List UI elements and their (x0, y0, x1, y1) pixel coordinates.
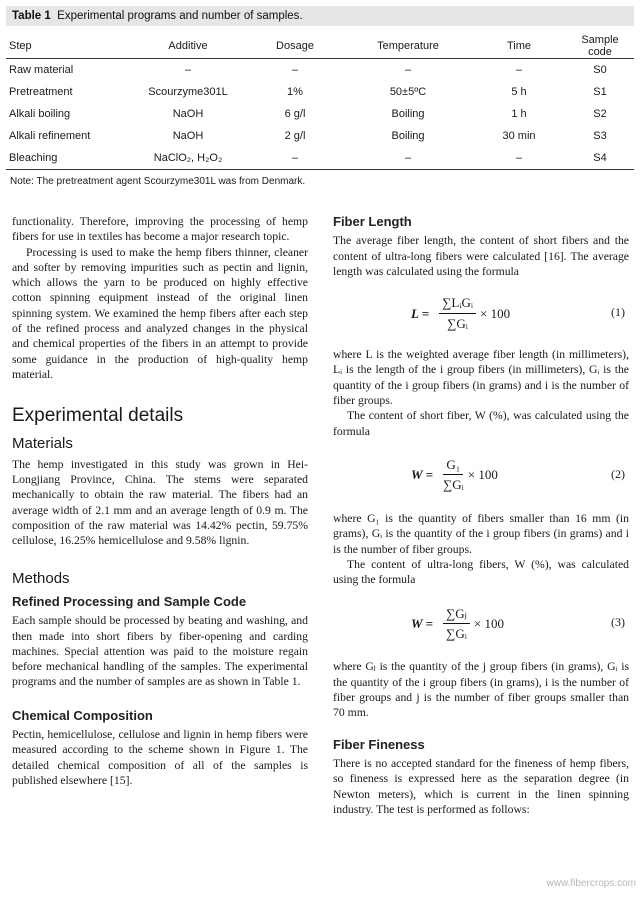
table-cell: S2 (593, 108, 607, 120)
eq1-numerator: ∑LᵢGᵢ (439, 295, 476, 313)
fiber-length-paragraph-4: where G₁ is the quantity of fibers smaller than 16 mm (in grams), Gᵢ is the quantity of the i group fibers (in grams) and i is the number of fiber groups. (333, 511, 629, 556)
materials-paragraph: The hemp investigated in this study was grown in Hei-Longjiang Province, China. The stems were separated mechanically to obtain the raw material. The fibers had an average width of 2.1 mm and an average length of 0.9 m. The composition of the raw material was 14.42% pectin, 59.75% cellulose, 16.25% hemicellulose and 9.58% lignin. (12, 457, 308, 548)
table-cell: Boiling (391, 130, 425, 142)
eq3-denominator: ∑Gᵢ (446, 625, 467, 641)
eq2-fraction (443, 457, 464, 493)
table-row (6, 147, 634, 170)
table-cell: 1 h (511, 108, 527, 120)
table-cell: Alkali boiling (9, 108, 71, 120)
equation-2 (333, 449, 629, 501)
intro-paragraph-2: Processing is used to make the hemp fibers thinner, cleaner and softer by removing impurities such as pectin and lignin, which allows the yarn to be produced on highly effective cotton spinning equipment instead of the original linen spinning system. We examined the hemp fibers after each step of the refined process and analyzed changes in the physical and chemical properties of the fibers in an attempt to provide some guidance in the production of high-quality hemp material. (12, 245, 308, 381)
fiber-length-paragraph-2: where L is the weighted average fiber length (in millimeters), Lᵢ is the length of the i group fibers (in millimeters), Gᵢ is the quantity of the i group fibers (in grams) and i is the number of fiber groups. (333, 348, 629, 408)
eq1-denominator: ∑Gᵢ (447, 315, 468, 331)
fiber-length-paragraph-1: The average fiber length, the content of short fibers and the content of ultra-long fibers were calculated [16]. The average length was calculated using the formula (333, 234, 629, 278)
heading-chemical-composition: Chemical Composition (12, 707, 153, 723)
table-cell: NaOH (172, 130, 204, 142)
table-cell: Alkali refinement (9, 130, 91, 142)
table-cell: 30 min (502, 130, 536, 142)
table-cell: – (515, 64, 523, 76)
fiber-length-paragraph-3: The content of short fiber, W (%), was calculated using the formula (333, 409, 629, 438)
data-table (6, 34, 634, 170)
eq3-multiplier: × 100 (473, 615, 505, 631)
table-cell: Boiling (391, 108, 425, 120)
table-cell: – (184, 64, 192, 76)
col-header-sample-code: Sample code (566, 34, 634, 59)
col-header-temperature: Temperature (344, 34, 472, 59)
table-cell: NaClO₂, H₂O₂ (130, 147, 246, 170)
table-cell: – (246, 147, 344, 170)
equation-1 (333, 287, 629, 339)
fiber-length-paragraph-5: The content of ultra-long fibers, W (%), was calculated using the formula (333, 557, 629, 587)
section-heading-experimental: Experimental details (12, 405, 184, 427)
table-cell: 5 h (511, 86, 527, 98)
col-header-time: Time (472, 34, 566, 59)
table-title: Experimental programs and number of samples. (57, 10, 303, 22)
heading-materials: Materials (12, 434, 73, 452)
table-cell: S1 (593, 86, 607, 98)
table-row (6, 125, 634, 147)
table-1 (6, 6, 634, 187)
table-cell: Bleaching (6, 147, 130, 170)
intro-paragraph-1: functionality. Therefore, improving the processing of hemp fibers for use in textiles has become a major research topic. (12, 215, 308, 244)
table-cell: – (404, 64, 412, 76)
col-header-step: Step (6, 34, 130, 59)
table-cell: S0 (593, 64, 607, 76)
equation-3 (333, 597, 629, 649)
eq2-number: (2) (611, 466, 625, 481)
chemical-paragraph: Pectin, hemicellulose, cellulose and lignin in hemp fibers were measured according to the scheme shown in Figure 1. The detailed chemical composition of all of the samples is published elsewhere [15]. (12, 728, 308, 787)
table-label: Table 1 (12, 10, 51, 22)
refined-paragraph: Each sample should be processed by beating and washing, and then made into short fibers by fiber-opening and carding machines. Special attention was paid to the moisture regain before mechanical handling of the samples. The experimental programs and the number of samples are as shown in Table 1. (12, 614, 308, 689)
watermark: www.fibercrops.com (546, 878, 636, 889)
table-row (6, 59, 634, 82)
table-cell: NaOH (172, 108, 204, 120)
left-column (12, 214, 308, 788)
table-cell: 6 g/l (284, 108, 306, 120)
col-header-additive: Additive (130, 34, 246, 59)
fineness-paragraph: There is no accepted standard for the fineness of hemp fibers, so fineness is expressed here as the separation degree (in Newton meters), which is current in the linen spinning industry. The test is performed as follows: (333, 756, 629, 816)
table-header-row (6, 34, 634, 59)
table-cell: S4 (566, 147, 634, 170)
eq1-multiplier: × 100 (479, 305, 511, 321)
table-cell: Pretreatment (9, 86, 73, 98)
table-cell: 1% (287, 86, 303, 98)
fiber-length-paragraph-6: where Gⱼ is the quantity of the j group fibers (in grams), Gᵢ is the quantity of the i group fibers (in grams), i is the number of fiber groups and j is the number of fiber groups smaller than 70 mm. (333, 660, 629, 720)
table-cell: S3 (593, 130, 607, 142)
eq3-lhs: W = (411, 615, 433, 631)
eq2-lhs: W = (411, 467, 433, 483)
table-cell: Raw material (9, 64, 74, 76)
heading-methods: Methods (12, 569, 70, 587)
eq3-numerator: ∑Gⱼ (443, 606, 470, 624)
table-cell: – (344, 147, 472, 170)
table-row (6, 103, 634, 125)
eq3-number: (3) (611, 615, 625, 630)
eq2-multiplier: × 100 (467, 467, 498, 483)
table-cell: – (291, 64, 299, 76)
eq2-denominator: ∑Gᵢ (442, 477, 464, 493)
table-cell: 2 g/l (284, 130, 306, 142)
table-note: Note: The pretreatment agent Scourzyme301L was from Denmark. (10, 176, 306, 187)
col-header-dosage: Dosage (246, 34, 344, 59)
table-caption (6, 6, 634, 26)
heading-refined-processing: Refined Processing and Sample Code (12, 593, 247, 609)
right-column (333, 214, 629, 817)
eq2-numerator: G₁ (443, 457, 463, 475)
heading-fiber-length: Fiber Length (333, 214, 412, 229)
table-cell: – (472, 147, 566, 170)
table-cell: 50±5ºC (389, 86, 427, 98)
eq1-lhs: L = (411, 305, 430, 321)
eq3-fraction (443, 606, 470, 642)
table-row (6, 81, 634, 103)
eq1-fraction (439, 295, 476, 331)
eq1-number: (1) (611, 305, 625, 320)
table-cell: Scourzyme301L (148, 86, 228, 98)
heading-fiber-fineness: Fiber Fineness (333, 736, 425, 752)
